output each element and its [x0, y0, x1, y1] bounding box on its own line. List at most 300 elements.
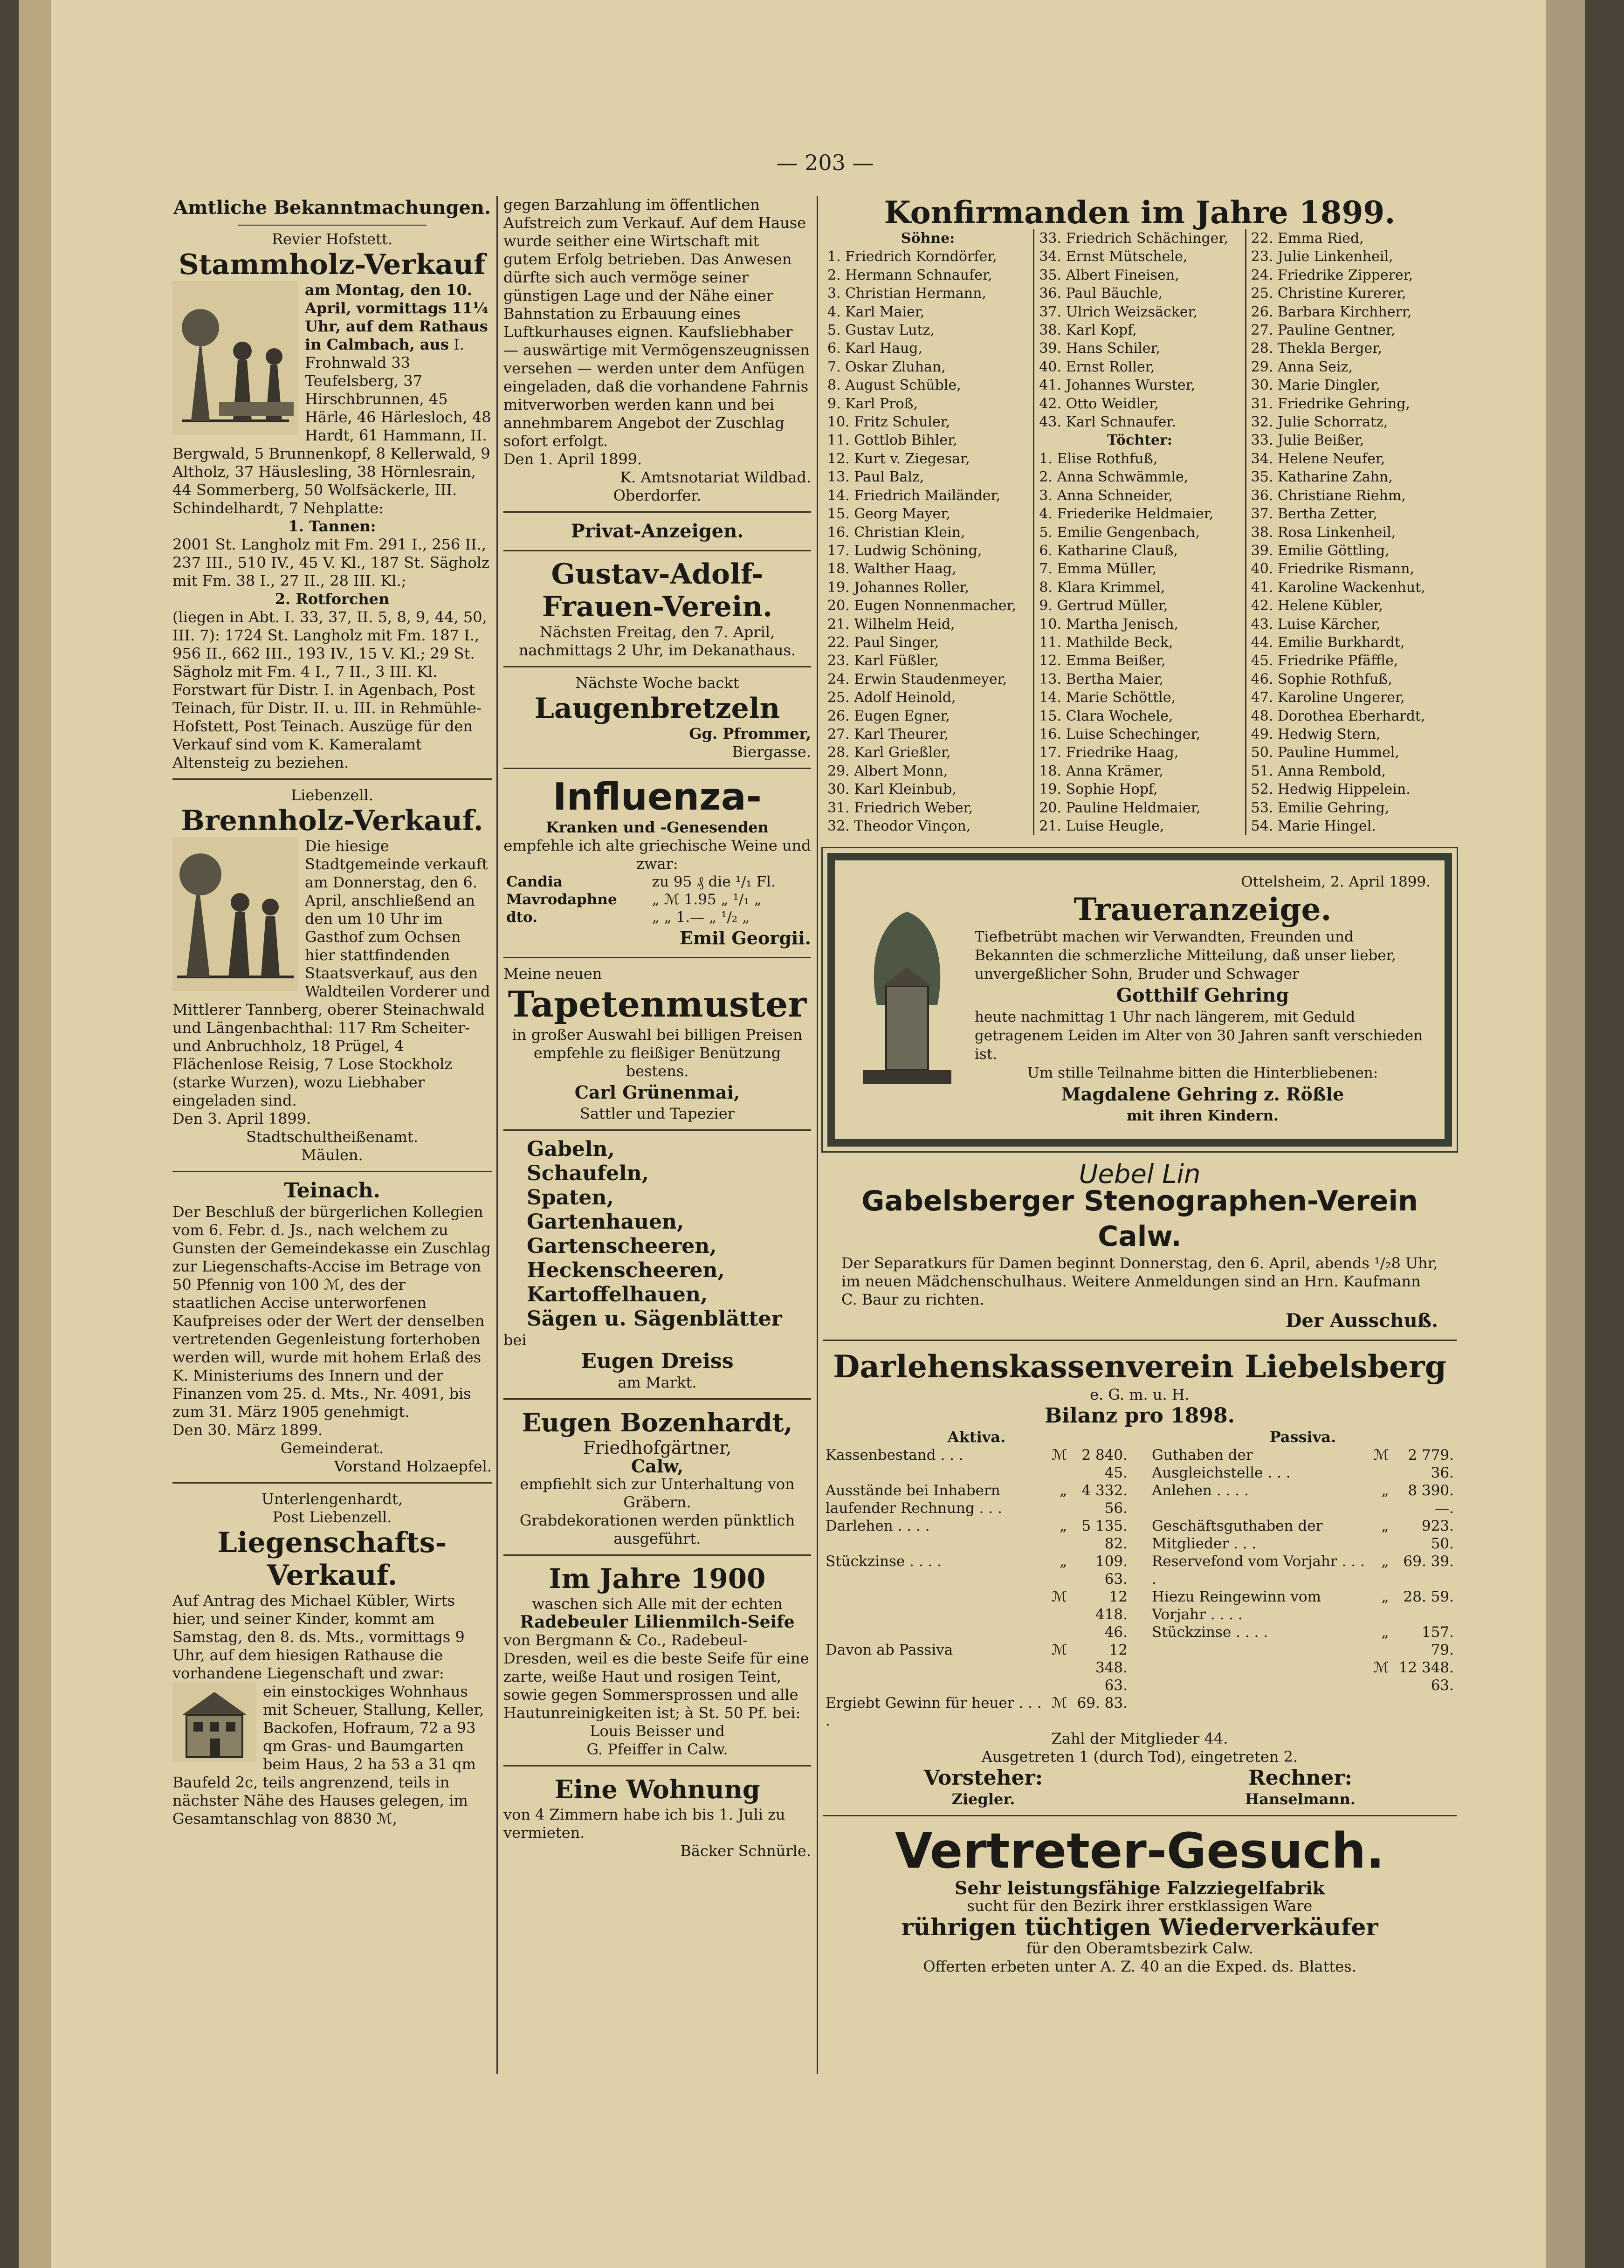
wohn-sign: Bäcker Schnürle. — [680, 1842, 811, 1860]
wine-price: zu 95 ₰ die ¹/₁ Fl. — [652, 873, 776, 890]
confirmand-name: 44. Emilie Burkhardt, — [1251, 634, 1405, 651]
confirmand-table — [823, 229, 1457, 835]
conf-title: Konfirmanden im Jahre 1899. — [884, 194, 1396, 231]
tool-item: Gartenscheeren, — [527, 1234, 717, 1258]
balance-row — [1149, 1446, 1457, 1482]
balance-row — [1149, 1623, 1457, 1659]
house-illustration — [172, 1683, 256, 1762]
confirmand-name: 50. Pauline Hummel, — [1251, 744, 1400, 761]
confirmand-name: 5. Emilie Gengenbach, — [1039, 524, 1200, 541]
confirmand-name: 10. Fritz Schuler, — [827, 414, 950, 431]
tool-item: Spaten, — [527, 1186, 614, 1210]
divider — [503, 768, 811, 769]
lieg-title: Liegenschafts-Verkauf. — [217, 1526, 447, 1592]
confirmand-name: 38. Rosa Linkenheil, — [1251, 524, 1396, 541]
balance-sheet — [823, 1428, 1457, 1730]
balance-value: 157. 79. — [1421, 1624, 1454, 1659]
brenn-date: Den 3. April 1899. — [172, 1110, 311, 1127]
balance-value: 69. 83. — [1077, 1695, 1128, 1712]
confirmand-name: 35. Katharine Zahn, — [1251, 469, 1393, 486]
confirmand-name: 7. Oskar Zluhan, — [827, 358, 946, 375]
teinach-text: Der Beschluß der bürgerlichen Kollegien vom 6. Febr. d. Js., nach welchem zu Gunsten der Gemeindekasse ein Zuschlag zur Liegenschafts-Accise im Betrage von 50 Pfennig von 100 ℳ, des der staatlichen Accise unterworfenen Kaufpreises oder der Wert der denselben vertretenden Gegenleistung forterhoben werden will, wurde mit hohem Erlaß des K. Ministeriums des Innern und der Finanzen vom 25. d. Mts., Nr. 4091, bis zum 31. März 1905 genehmigt. — [172, 1203, 491, 1421]
conf-col-2 — [1033, 229, 1245, 835]
confirmand-name: 24. Friedrike Zipperer, — [1251, 267, 1413, 283]
confirmand-name: 40. Friedrike Rismann, — [1251, 561, 1415, 577]
balance-label: Geschäftsguthaben der Mitglieder . . . — [1152, 1518, 1323, 1553]
brenn-sign2: Mäulen. — [301, 1146, 363, 1164]
confirmand-name: 45. Friedrike Pfäffle, — [1251, 653, 1398, 669]
confirmand-name: 39. Emilie Göttling, — [1251, 542, 1390, 559]
divider — [238, 225, 427, 226]
balance-row — [1149, 1553, 1457, 1588]
aktiva-head: Aktiva. — [947, 1428, 1006, 1446]
vertreter-title: Vertreter-Gesuch. — [895, 1822, 1384, 1880]
lb-lead: Nächste Woche backt — [575, 674, 739, 692]
woodcutters-illustration — [172, 281, 298, 435]
balance-currency: ℳ — [1052, 1642, 1067, 1659]
vertreter-l4: für den Oberamtsbezirk Calw. — [1026, 1939, 1253, 1958]
confirmand-name: 34. Helene Neufer, — [1251, 450, 1385, 467]
confirmand-name: 42. Helene Kübler, — [1251, 598, 1383, 614]
wine-name: Mavrodaphne — [506, 891, 617, 908]
balance-label: Guthaben der Ausgleichstelle . . . — [1152, 1447, 1291, 1482]
teinach-title: Teinach. — [283, 1179, 380, 1203]
page-edge — [1546, 0, 1585, 2268]
gav-title1: Gustav-Adolf- — [551, 558, 764, 591]
balance-value: 5 135. 82. — [1081, 1518, 1128, 1553]
confirmand-name: 20. Pauline Heldmaier, — [1039, 799, 1201, 816]
confirmand-name: 9. Gertrud Müller, — [1039, 598, 1168, 614]
confirmand-name: 15. Georg Mayer, — [827, 506, 950, 522]
privat-header: Privat-Anzeigen. — [571, 520, 744, 542]
wohn-title: Eine Wohnung — [554, 1774, 760, 1804]
toechter-list-a — [1039, 450, 1240, 836]
confirmand-name: 36. Paul Bäuchle, — [1039, 285, 1163, 302]
balance-row — [823, 1553, 1130, 1588]
confirmand-name: 32. Theodor Vinçon, — [827, 818, 971, 834]
confirmand-name: 30. Marie Dingler, — [1251, 377, 1380, 394]
confirmand-name: 38. Karl Kopf, — [1039, 322, 1137, 339]
confirmand-name: 27. Karl Theurer, — [827, 726, 949, 742]
divider — [823, 1815, 1457, 1816]
confirmand-name: 23. Karl Füßler, — [827, 653, 939, 669]
balance-currency: „ — [1381, 1553, 1389, 1570]
inf-lead: empfehle ich alte griechische Weine und zwar: — [503, 837, 811, 873]
stamm-foot: Forstwart für Distr. I. in Agenbach, Post Teinach, für Distr. II. u. III. in Rehmühle-Hofstett, Post Teinach. Auszüge für den Verkauf sind vom K. Kameralamt Altensteig zu beziehen. — [172, 681, 482, 771]
boz-job: Friedhofgärtner, — [583, 1437, 732, 1458]
confirmand-name: 5. Gustav Lutz, — [827, 322, 935, 339]
confirmand-name: 18. Walther Haag, — [827, 561, 957, 577]
balance-currency: „ — [1381, 1482, 1389, 1499]
confirmand-name: 33. Julie Beißer, — [1251, 432, 1364, 449]
gabel-text: Der Separatkurs für Damen beginnt Donnerstag, den 6. April, abends ¹/₂8 Uhr, im neuen Mädchenschulhaus. Weitere Anmeldungen sind an Hrn. Kaufmann C. Baur zu richten. — [841, 1254, 1438, 1309]
divider — [823, 1340, 1457, 1341]
column-rule — [496, 196, 498, 2074]
inf-sub: Kranken und -Genesenden — [546, 818, 769, 836]
confirmand-name: 1. Elise Rothfuß, — [1039, 450, 1158, 467]
boz-text: empfiehlt sich zur Unterhaltung von Gräbern. — [520, 1475, 795, 1511]
vorsteher-block — [924, 1766, 1043, 1808]
tool-item: Sägen u. Sägenblätter — [527, 1307, 782, 1331]
confirmand-name: 15. Clara Wochele, — [1039, 708, 1173, 724]
divider — [503, 511, 811, 513]
divider — [503, 1398, 811, 1400]
darl-bilanz: Bilanz pro 1898. — [1045, 1404, 1235, 1428]
page-shadow — [19, 0, 51, 2268]
passiva-table — [1149, 1446, 1457, 1694]
darl-title: Darlehenskassenverein Liebelsberg — [833, 1348, 1446, 1385]
darl-sub: e. G. m. u. H. — [1090, 1386, 1190, 1404]
divider — [503, 957, 811, 958]
confirmand-name: 47. Karoline Ungerer, — [1251, 689, 1405, 706]
trauer-text3: Um stille Teilnahme bitten die Hinterbliebenen: — [1027, 1065, 1378, 1082]
confirmand-name: 21. Luise Heugle, — [1039, 818, 1164, 834]
lb-title: Laugenbretzeln — [534, 692, 780, 725]
balance-currency: ℳ — [1052, 1447, 1067, 1464]
confirmand-name: 24. Erwin Staudenmeyer, — [827, 671, 1007, 687]
tools-loc: am Markt. — [618, 1374, 697, 1391]
gav-text: Nächsten Freitag, den 7. April, nachmittags 2 Uhr, im Dekanathaus. — [518, 623, 796, 659]
balance-label: Kassenbestand . . . — [826, 1447, 963, 1464]
wine-price: „ ℳ 1.95 „ ¹/₁ „ — [652, 891, 762, 908]
confirmand-name: 25. Christine Kurerer, — [1251, 285, 1406, 302]
lieg-lead: Auf Antrag des Michael Kübler, Wirts hier, und seiner Kinder, kommt am Samstag, den 8. ds. Mts., vormittags 9 Uhr, auf dem hiesigen Rathause die vorhandene Liegenschaft und zwar: — [172, 1592, 465, 1682]
vertreter-l2: sucht für den Bezirk ihrer erstklassigen Ware — [967, 1897, 1313, 1915]
balance-label: Reservefond vom Vorjahr . . . . — [1152, 1553, 1365, 1588]
balance-value: 12 348. 63. — [1398, 1659, 1454, 1694]
balance-value: 12 418. 46. — [1095, 1588, 1128, 1641]
confirmand-name: 13. Paul Balz, — [827, 469, 924, 486]
toechter-head: Töchter: — [1107, 432, 1172, 449]
column-notices — [823, 196, 1457, 1976]
confirmand-name: 4. Friederike Heldmaier, — [1039, 506, 1214, 522]
brenn-text: Die hiesige Stadtgemeinde verkauft am Donnerstag, den 6. April, anschließend an den um 10 Uhr im Gasthof zum Ochsen hier stattfindenden Staatsverkauf, aus den Waldteilen Vorderer und Mittlerer Tannberg, oberer Steinachwald und Längenbachthal: 117 Rm Scheiter- und Anbruchholz, 18 Prügel, 4 Flächenlose Reisig, 7 Lose Stockholz (starke Wurzen), wozu Liebhaber eingeladen sind. — [172, 837, 490, 1109]
tools-name: Eugen Dreiss — [581, 1349, 734, 1373]
handwritten-signature: Uebel Lin — [1079, 1159, 1201, 1190]
balance-value: 28. 59. — [1403, 1588, 1454, 1606]
confirmand-name: 43. Luise Kärcher, — [1251, 616, 1381, 632]
aktiva — [823, 1428, 1130, 1730]
confirmand-name: 11. Mathilde Beck, — [1039, 634, 1173, 651]
balance-label: Ergiebt Gewinn für heuer . . . . — [826, 1695, 1042, 1730]
trauer-title: Traueranzeige. — [1073, 891, 1332, 928]
passiva — [1149, 1428, 1457, 1730]
confirmand-name: 42. Otto Weidler, — [1039, 395, 1159, 412]
confirmand-name: 20. Eugen Nonnenmacher, — [827, 598, 1017, 614]
confirmand-name: 22. Paul Singer, — [827, 634, 939, 651]
aktiva-table — [823, 1446, 1130, 1730]
rechner-block — [1245, 1766, 1356, 1808]
balance-currency: „ — [1060, 1482, 1067, 1499]
divider — [503, 1129, 811, 1131]
lieg-place2: Post Liebenzell. — [272, 1508, 392, 1526]
trauer-sign1: Magdalene Gehring z. Rößle — [1061, 1084, 1344, 1105]
rechner-name: Hanselmann. — [1245, 1790, 1356, 1808]
confirmand-name: 40. Ernst Roller, — [1039, 358, 1155, 375]
tool-item: Schaufeln, — [527, 1161, 649, 1185]
forchen-text: (liegen in Abt. I. 33, 37, II. 5, 8, 9, 44, 50, III. 7): 1724 St. Langholz mit Fm. 187 I., 956 II., 662 III., 193 IV., 15 V. Kl.; 29 St. Sägholz mit Fm. 4 I., 7 II., 3 III. Kl. — [172, 608, 487, 680]
balance-value: 8 390. —. — [1408, 1482, 1454, 1517]
toechter-list-b — [1251, 229, 1452, 835]
column-official — [172, 196, 492, 1828]
vertreter-l1: Sehr leistungsfähige Falzziegelfabrik — [955, 1877, 1325, 1899]
lieg-sign2: Oberdorfer. — [613, 487, 702, 504]
tools-list — [503, 1137, 811, 1331]
vertreter-l5: Offerten erbeten unter A. Z. 40 an die Exped. ds. Blattes. — [923, 1958, 1356, 1976]
confirmand-name: 54. Marie Hingel. — [1251, 818, 1376, 834]
balance-row — [823, 1482, 1130, 1517]
tap-name: Carl Grünenmai, — [574, 1082, 740, 1103]
confirmand-name: 28. Thekla Berger, — [1251, 340, 1382, 357]
jahr-v2: G. Pfeiffer in Calw. — [586, 1740, 728, 1758]
tools-bei: bei — [503, 1331, 527, 1349]
soehne-list-a — [827, 247, 1028, 835]
balance-currency: ℳ — [1052, 1695, 1067, 1712]
darl-mitglieder: Zahl der Mitglieder 44. — [1051, 1730, 1228, 1748]
teinach-sign2: Vorstand Holzaepfel. — [334, 1457, 492, 1475]
confirmand-name: 7. Emma Müller, — [1039, 561, 1157, 577]
jahr-text: von Bergmann & Co., Radebeul-Dresden, weil es die beste Seife für eine zarte, weiße Haut und rosigen Teint, sowie gegen Sommersprossen und alle Hautunreinigkeiten ist; à St. 50 Pf. bei: — [503, 1631, 809, 1722]
balance-currency: ℳ — [1373, 1447, 1389, 1464]
trauer-text2: heute nachmittag 1 Uhr nach längerem, mit Geduld getragenem Leiden im Alter von 30 Jahren sanft verschieden ist. — [975, 1009, 1423, 1063]
lieg-sign1: K. Amtsnotariat Wildbad. — [620, 468, 811, 486]
confirmand-name: 27. Pauline Gentner, — [1251, 322, 1396, 339]
vorsteher-head: Vorsteher: — [923, 1766, 1043, 1790]
confirmand-name: 1. Friedrich Korndörfer, — [827, 248, 997, 265]
confirmand-name: 21. Wilhelm Heid, — [827, 616, 955, 632]
mourning-notice — [827, 853, 1452, 1147]
confirmand-name: 2. Hermann Schnaufer, — [827, 267, 992, 283]
confirmand-name: 17. Ludwig Schöning, — [827, 542, 982, 559]
confirmand-name: 11. Gottlob Bihler, — [827, 432, 957, 449]
jahr-lead: waschen sich Alle mit der echten — [532, 1595, 783, 1613]
balance-label — [1149, 1659, 1370, 1694]
lb-name: Gg. Pfrommer, — [689, 725, 811, 742]
wine-row — [503, 891, 811, 908]
column-rule — [817, 196, 818, 2074]
confirmand-name: 31. Friedrike Gehring, — [1251, 395, 1411, 412]
balance-currency: „ — [1381, 1588, 1389, 1606]
confirmand-name: 9. Karl Proß, — [827, 395, 918, 412]
divider — [503, 1554, 811, 1556]
balance-row — [823, 1641, 1130, 1694]
stamm-lead: am Montag, den 10. April, vormittags 11¼ Uhr, auf dem Rathaus in Calmbach, aus — [305, 281, 489, 353]
confirmand-name: 18. Anna Krämer, — [1039, 763, 1163, 779]
confirmand-name: 13. Bertha Maier, — [1039, 671, 1164, 687]
trauer-text1: Tiefbetrübt machen wir Verwandten, Freunden und Bekannten die schmerzliche Mitteilung, daß unser lieber, unvergeßlicher Sohn, Bruder und Schwager — [975, 928, 1396, 983]
tap-text: in großer Auswahl bei billigen Preisen empfehle zu fleißiger Benützung bestens. — [512, 1026, 803, 1080]
balance-row — [823, 1517, 1130, 1553]
wohn-text: von 4 Zimmern habe ich bis 1. Juli zu vermieten. — [503, 1806, 785, 1842]
confirmand-name: 39. Hans Schiler, — [1039, 340, 1161, 357]
section-header: Amtliche Bekanntmachungen. — [173, 197, 491, 219]
confirmand-name: 19. Johannes Roller, — [827, 579, 970, 596]
confirmand-name: 26. Barbara Kirchherr, — [1251, 303, 1412, 320]
divider — [503, 666, 811, 667]
boz-title: Eugen Bozenhardt, — [522, 1408, 793, 1437]
confirmand-name: 52. Hedwig Hippelein. — [1251, 781, 1411, 798]
conf-col-3 — [1245, 229, 1457, 835]
balance-value: 109. 63. — [1095, 1553, 1128, 1588]
gav-title2: Frauen-Verein. — [542, 591, 773, 623]
tool-item: Heckenscheeren, — [527, 1258, 725, 1282]
confirmand-name: 32. Julie Schorratz, — [1251, 414, 1388, 431]
tannen-head: 1. Tannen: — [288, 517, 376, 535]
brenn-title: Brennholz-Verkauf. — [181, 804, 483, 837]
confirmand-name: 6. Karl Haug, — [827, 340, 923, 357]
confirmand-name: 49. Hedwig Stern, — [1251, 726, 1381, 742]
stamm-title: Stammholz-Verkauf — [179, 248, 486, 281]
brenn-sign1: Stadtschultheißenamt. — [246, 1128, 418, 1146]
confirmand-name: 6. Katharine Clauß, — [1039, 542, 1178, 559]
divider — [172, 1482, 492, 1484]
wine-price: „ „ 1.— „ ¹/₂ „ — [652, 909, 750, 926]
stamm-text: I. Frohnwald 33 Teufelsberg, 37 Hirschbrunnen, 45 Härle, 46 Härlesloch, 48 Hardt, 61 Hammann, II. Bergwald, 5 Brunnenkopf, 8 Kellerwald, 9 Altholz, 37 Häuslesling, 38 Hörnlesrain, 44 Sommerberg, 50 Wolfsäckerle, III. Schindelhardt, 7 Nehplatte: — [172, 336, 491, 517]
confirmand-name: 8. Klara Krimmel, — [1039, 579, 1165, 596]
confirmand-name: 46. Sophie Rothfuß, — [1251, 671, 1392, 687]
confirmand-name: 2. Anna Schwämmle, — [1039, 469, 1189, 486]
balance-value: 12 348. 63. — [1095, 1642, 1128, 1694]
balance-label: Stückzinse . . . . — [826, 1553, 942, 1570]
teinach-date: Den 30. März 1899. — [172, 1421, 323, 1439]
confirmand-name: 53. Emilie Gehring, — [1251, 799, 1390, 816]
lieg-text: ein einstockiges Wohnhaus mit Scheuer, Stallung, Keller, Backofen, Hofraum, 72 a 93 qm Gras- und Baumgarten beim Haus, 2 ha 53 a 31 qm Baufeld 2c, teils angrenzend, teils in nächster Nähe des Hauses gelegen, im Gesamtanschlag von 8830 ℳ, — [172, 1683, 484, 1828]
conf-col-1 — [823, 229, 1033, 835]
confirmand-name: 37. Bertha Zetter, — [1251, 506, 1377, 522]
wine-row — [503, 873, 811, 891]
confirmand-name: 41. Karoline Wackenhut, — [1251, 579, 1425, 596]
confirmand-name: 16. Luise Schechinger, — [1039, 726, 1201, 742]
column-ads — [503, 196, 811, 1860]
tap-job: Sattler und Tapezier — [580, 1105, 735, 1122]
boz-text2: Grabdekorationen werden pünktlich ausgeführt. — [519, 1512, 795, 1547]
brenn-place: Liebenzell. — [291, 786, 373, 804]
confirmand-name: 19. Sophie Hopf, — [1039, 781, 1158, 798]
balance-row — [823, 1694, 1130, 1730]
jahr-title: Im Jahre 1900 — [549, 1563, 766, 1594]
soehne-list-b — [1039, 229, 1240, 431]
balance-row — [1149, 1517, 1457, 1553]
balance-label: Stückzinse . . . . — [1152, 1624, 1268, 1641]
confirmand-name: 4. Karl Maier, — [827, 303, 925, 320]
confirmand-name: 35. Albert Fineisen, — [1039, 267, 1179, 283]
balance-label: Hiezu Reingewinn vom Vorjahr . . . . — [1152, 1588, 1321, 1623]
mourning-monument-illustration — [853, 893, 961, 1089]
trauer-sign2: mit ihren Kindern. — [1127, 1107, 1279, 1125]
balance-label: Davon ab Passiva — [826, 1642, 953, 1659]
balance-currency: „ — [1381, 1518, 1389, 1535]
wine-list — [503, 873, 811, 926]
balance-value: 2 779. 36. — [1408, 1447, 1454, 1482]
balance-row — [1149, 1659, 1457, 1694]
balance-value: 4 332. 56. — [1081, 1482, 1128, 1517]
divider — [503, 550, 811, 551]
confirmand-name: 33. Friedrich Schächinger, — [1039, 230, 1229, 247]
confirmand-name: 28. Karl Grießler, — [827, 744, 951, 761]
divider — [172, 778, 492, 780]
forchen-head: 2. Rotforchen — [275, 590, 390, 608]
balance-label: Darlehen . . . . — [826, 1518, 930, 1535]
teinach-sign1: Gemeinderat. — [280, 1439, 384, 1457]
balance-currency: „ — [1060, 1518, 1067, 1535]
confirmand-name: 30. Karl Kleinbub, — [827, 781, 957, 798]
balance-row — [823, 1588, 1130, 1641]
tool-item: Kartoffelhauen, — [527, 1283, 708, 1306]
confirmand-name: 14. Friedrich Mailänder, — [827, 487, 1001, 504]
inf-sign: Emil Georgii. — [680, 928, 811, 948]
balance-label — [823, 1588, 1049, 1641]
confirmand-name: 26. Eugen Egner, — [827, 708, 950, 724]
confirmand-name: 41. Johannes Wurster, — [1039, 377, 1196, 394]
soehne-head: Söhne: — [901, 230, 955, 247]
lieg-date: Den 1. April 1899. — [503, 450, 642, 468]
vorsteher-name: Ziegler. — [951, 1790, 1015, 1808]
balance-row — [823, 1446, 1130, 1482]
lieg-continued: gegen Barzahlung im öffentlichen Aufstreich zum Verkauf. Auf dem Hause wurde seither eine Wirtschaft mit gutem Erfolg betrieben. Das Anwesen dürfte sich auch vermöge seiner günstigen Lage und der Nähe einer Bahnstation zu Erbauung eines Luftkurhauses eignen. Kaufsliebhaber — auswärtige mit Vermögenszeugnissen versehen — werden unter dem Anfügen eingeladen, daß die vorhandene Fahrnis mitverworben werden kann und bei annehmbarem Angebot der Zuschlag sofort erfolgt. — [503, 196, 810, 450]
confirmand-name: 3. Christian Hermann, — [827, 285, 986, 302]
confirmand-name: 3. Anna Schneider, — [1039, 487, 1173, 504]
balance-currency: „ — [1381, 1624, 1389, 1641]
confirmand-name: 48. Dorothea Eberhardt, — [1251, 708, 1425, 724]
boz-town: Calw, — [631, 1456, 684, 1477]
gabel-title: Gabelsberger Stenographen-Verein Calw. — [861, 1185, 1418, 1253]
tool-item: Gartenhauen, — [527, 1210, 684, 1234]
wine-name: Candia — [506, 873, 563, 890]
page-number: — 203 — — [776, 150, 874, 175]
trauer-place: Ottelsheim, 2. April 1899. — [1241, 873, 1431, 891]
darl-ausgetreten: Ausgetreten 1 (durch Tod), eingetreten 2. — [981, 1748, 1298, 1766]
confirmand-name: 31. Friedrich Weber, — [827, 799, 973, 816]
confirmand-name: 34. Ernst Mütschele, — [1039, 248, 1188, 265]
confirmand-name: 51. Anna Rembold, — [1251, 763, 1386, 779]
wine-row — [503, 908, 811, 926]
confirmand-name: 37. Ulrich Weizsäcker, — [1039, 303, 1198, 320]
confirmand-name: 29. Albert Monn, — [827, 763, 948, 779]
jahr-v1: Louis Beisser und — [590, 1722, 725, 1740]
stamm-place: Revier Hofstett. — [272, 230, 392, 248]
balance-row — [1149, 1588, 1457, 1623]
confirmand-name: 23. Julie Linkenheil, — [1251, 248, 1393, 265]
confirmand-name: 25. Adolf Heinold, — [827, 689, 956, 706]
balance-currency: ℳ — [1373, 1659, 1389, 1677]
balance-value: 923. 50. — [1421, 1518, 1454, 1553]
jahr-soap: Radebeuler Lilienmilch-Seife — [520, 1612, 795, 1632]
confirmand-name: 16. Christian Klein, — [827, 524, 965, 541]
confirmand-name: 10. Martha Jenisch, — [1039, 616, 1179, 632]
tool-item: Gabeln, — [527, 1137, 615, 1161]
divider — [172, 1171, 492, 1172]
balance-value: 69. 39. — [1403, 1553, 1454, 1570]
passiva-head: Passiva. — [1269, 1428, 1336, 1446]
balance-currency: ℳ — [1052, 1588, 1067, 1606]
balance-row — [1149, 1482, 1457, 1517]
inf-title: Influenza- — [553, 775, 762, 818]
lb-street: Biergasse. — [732, 743, 811, 761]
balance-label: Ausstände bei Inhabern laufender Rechnung . . . — [826, 1482, 1002, 1517]
confirmand-name: 43. Karl Schnaufer. — [1039, 414, 1176, 431]
newspaper-page — [19, 0, 1585, 2268]
confirmand-name: 36. Christiane Riehm, — [1251, 487, 1406, 504]
vertreter-l3: rührigen tüchtigen Wiederverkäufer — [901, 1913, 1378, 1941]
confirmand-name: 17. Friedrike Haag, — [1039, 744, 1179, 761]
confirmand-name: 14. Marie Schöttle, — [1039, 689, 1176, 706]
confirmand-name: 29. Anna Seiz, — [1251, 358, 1353, 375]
balance-value: 2 840. 45. — [1081, 1447, 1128, 1482]
balance-label: Anlehen . . . . — [1152, 1482, 1249, 1499]
forest-illustration — [172, 837, 298, 991]
darl-signatures — [823, 1766, 1457, 1808]
balance-currency: „ — [1060, 1553, 1067, 1570]
